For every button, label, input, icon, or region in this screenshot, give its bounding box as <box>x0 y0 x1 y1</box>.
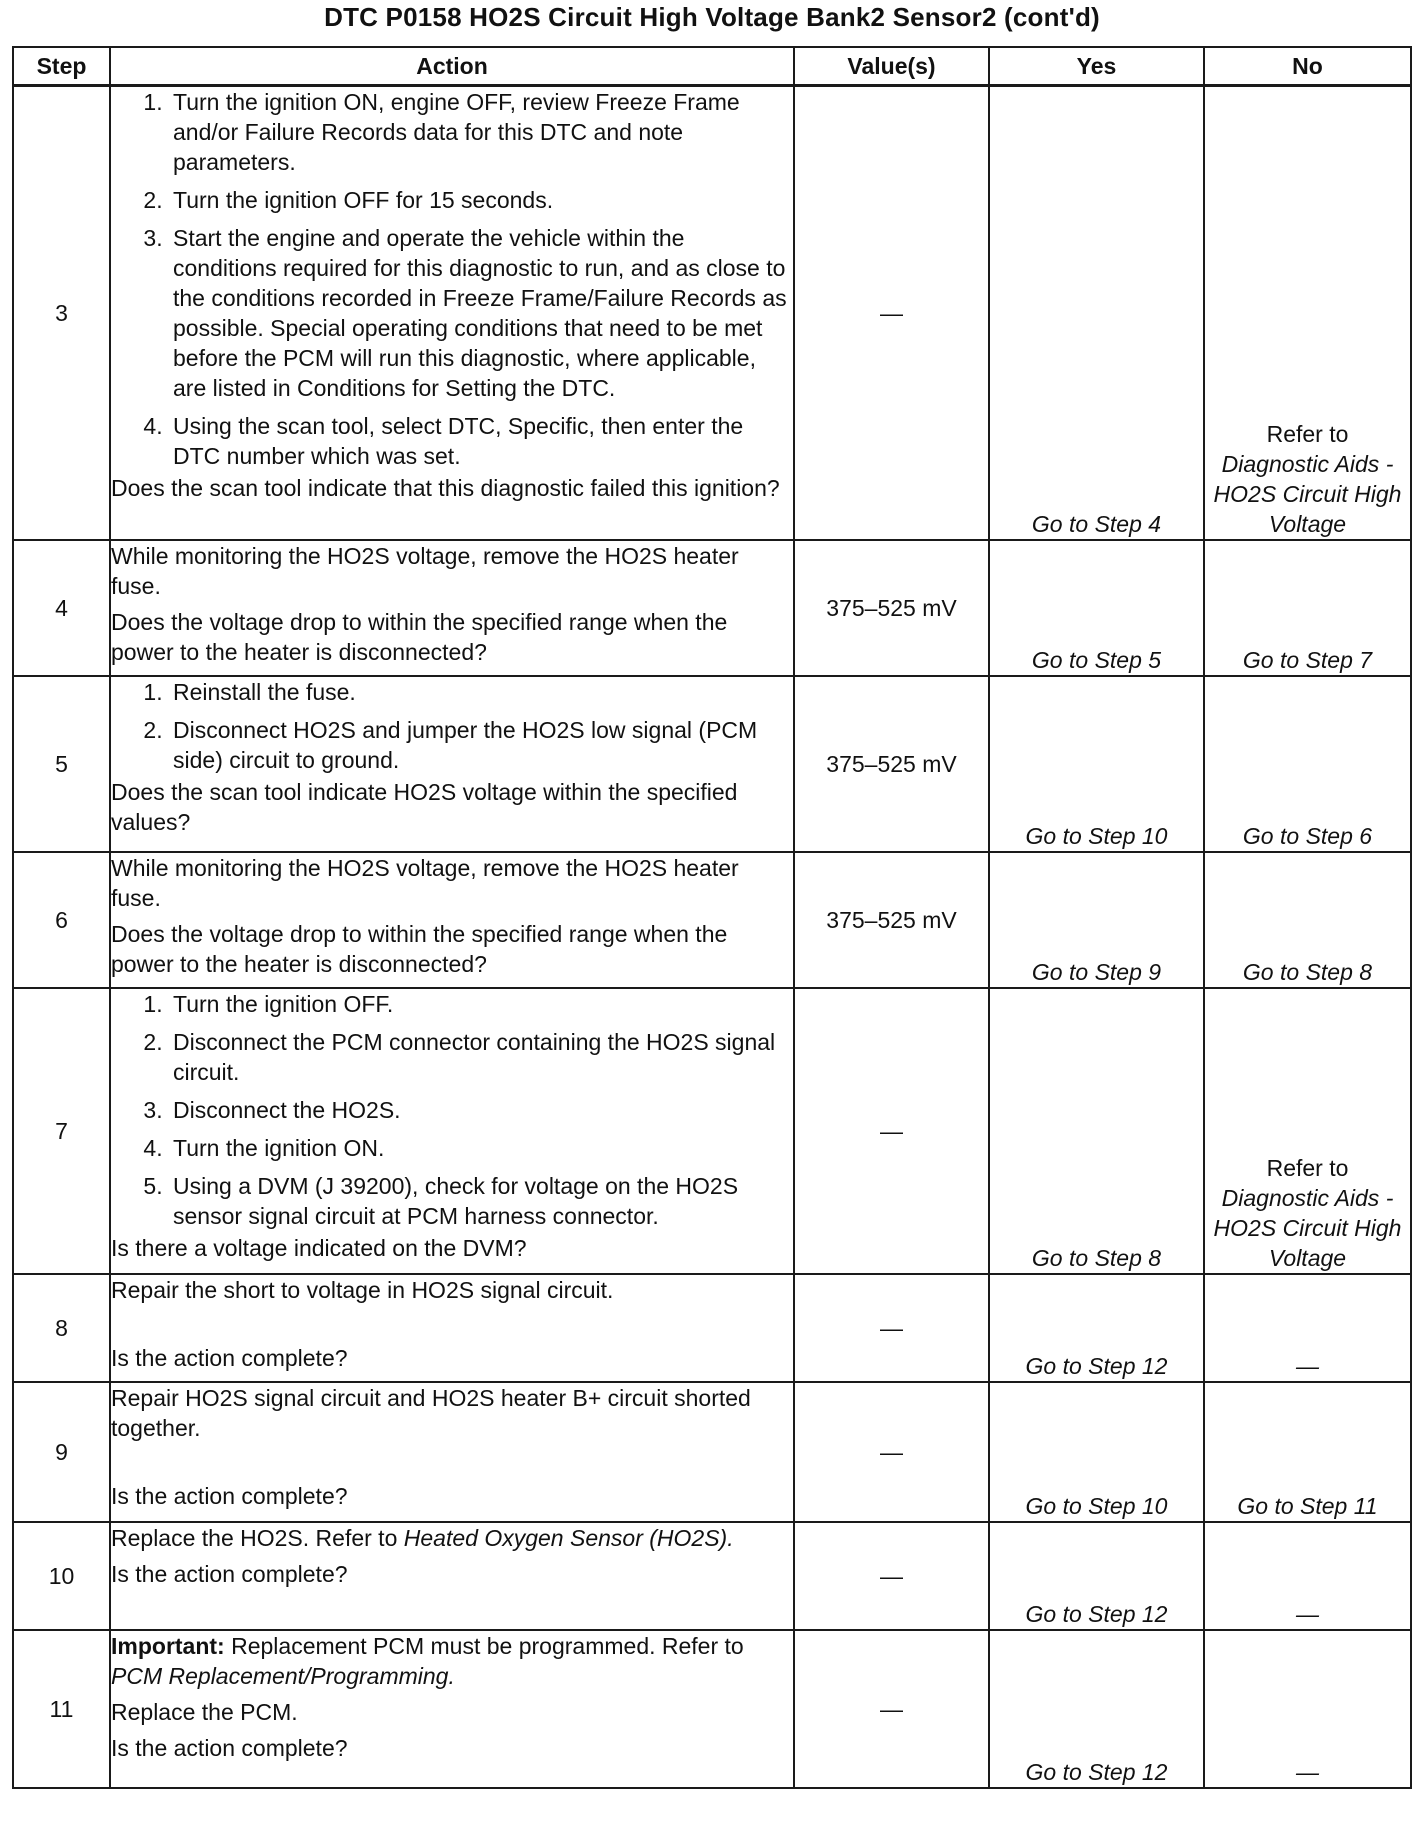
action-cell <box>110 1630 794 1788</box>
step-number: 3 <box>13 86 110 540</box>
no-cell <box>1204 86 1411 540</box>
action-question: Is the action complete? <box>111 1482 348 1509</box>
action-text: Replace the PCM. <box>111 1698 298 1725</box>
no-cell <box>1204 988 1411 1274</box>
yes-cell: Go to Step 4 <box>989 86 1204 540</box>
action-cell <box>110 1522 794 1630</box>
step-number: 4 <box>13 540 110 676</box>
table-row <box>13 852 1411 988</box>
step-number: 10 <box>13 1522 110 1630</box>
yes-cell: Go to Step 12 <box>989 1522 1204 1630</box>
table-row <box>13 1522 1411 1630</box>
yes-cell: Go to Step 10 <box>989 1382 1204 1522</box>
important-text: Replacement PCM must be programmed. Refer to <box>224 1632 744 1659</box>
yes-cell: Go to Step 12 <box>989 1630 1204 1788</box>
action-step: 1. Turn the ignition ON, engine OFF, review Freeze Frame and/or Failure Records data for this DTC and note parameters. <box>169 87 793 177</box>
value-cell: 375–525 mV <box>794 676 989 852</box>
action-step: 3. Start the engine and operate the vehicle within the conditions required for this diagnostic to run, and as close to the conditions recorded in Freeze Frame/Failure Records as possible. Special operating conditions that need to be met before the PCM will run this diagnostic, where applicable, are listed in Conditions for Setting the DTC. <box>169 223 793 403</box>
action-question: Does the scan tool indicate that this diagnostic failed this ignition? <box>111 475 780 501</box>
no-prefix: Refer to <box>1266 420 1349 447</box>
header-yes: Yes <box>989 47 1204 86</box>
header-action: Action <box>110 47 794 86</box>
action-step: 4. Turn the ignition ON. <box>169 1133 793 1163</box>
action-text: While monitoring the HO2S voltage, remove the HO2S heater fuse. <box>111 854 739 911</box>
action-step: 5. Using a DVM (J 39200), check for voltage on the HO2S sensor signal circuit at PCM harness connector. <box>169 1171 793 1231</box>
value-cell: — <box>794 1274 989 1382</box>
value-cell: — <box>794 1630 989 1788</box>
action-step: 4. Using the scan tool, select DTC, Specific, then enter the DTC number which was set. <box>169 411 793 471</box>
header-no: No <box>1204 47 1411 86</box>
table-row <box>13 1630 1411 1788</box>
action-cell <box>110 540 794 676</box>
step-number: 6 <box>13 852 110 988</box>
no-cell: Go to Step 6 <box>1204 676 1411 852</box>
action-text: While monitoring the HO2S voltage, remove the HO2S heater fuse. <box>111 542 739 599</box>
no-cell: — <box>1204 1630 1411 1788</box>
action-step: 2. Disconnect the PCM connector containing the HO2S signal circuit. <box>169 1027 793 1087</box>
important-label: Important: <box>111 1632 225 1659</box>
action-question: Does the voltage drop to within the specified range when the power to the heater is disconnected? <box>111 608 728 665</box>
action-text: Repair HO2S signal circuit and HO2S heater B+ circuit shorted together. <box>111 1384 751 1441</box>
step-number: 9 <box>13 1382 110 1522</box>
action-step: 1. Reinstall the fuse. <box>169 677 793 707</box>
yes-cell: Go to Step 12 <box>989 1274 1204 1382</box>
action-text: Repair the short to voltage in HO2S signal circuit. <box>111 1276 614 1303</box>
yes-cell: Go to Step 8 <box>989 988 1204 1274</box>
reference-heated-oxygen-sensor: Heated Oxygen Sensor (HO2S). <box>403 1524 734 1551</box>
action-steps <box>111 677 793 775</box>
value-cell: — <box>794 988 989 1274</box>
no-reference: Diagnostic Aids - HO2S Circuit High Voltage <box>1213 450 1402 537</box>
action-cell <box>110 86 794 540</box>
diagnostic-table <box>12 46 1412 1789</box>
value-cell: — <box>794 1382 989 1522</box>
table-row <box>13 1274 1411 1382</box>
value-cell: 375–525 mV <box>794 540 989 676</box>
no-reference: Diagnostic Aids - HO2S Circuit High Voltage <box>1213 1184 1402 1271</box>
action-question: Does the scan tool indicate HO2S voltage within the specified values? <box>111 778 738 835</box>
action-question: Is the action complete? <box>111 1560 348 1587</box>
action-cell <box>110 1274 794 1382</box>
table-header-row <box>13 47 1411 86</box>
action-spacer <box>111 1311 793 1343</box>
action-question: Is the action complete? <box>111 1344 348 1371</box>
action-cell <box>110 676 794 852</box>
page-title: DTC P0158 HO2S Circuit High Voltage Bank2 Sensor2 (cont'd) <box>324 2 1100 32</box>
no-cell: Go to Step 7 <box>1204 540 1411 676</box>
important-note <box>111 1631 793 1691</box>
action-step: 2. Turn the ignition OFF for 15 seconds. <box>169 185 793 215</box>
table-row <box>13 86 1411 540</box>
no-prefix: Refer to <box>1266 1154 1349 1181</box>
action-step: 3. Disconnect the HO2S. <box>169 1095 793 1125</box>
value-cell: 375–525 mV <box>794 852 989 988</box>
action-spacer <box>111 1449 793 1481</box>
no-cell: — <box>1204 1522 1411 1630</box>
table-row <box>13 988 1411 1274</box>
yes-cell: Go to Step 5 <box>989 540 1204 676</box>
action-step: 1. Turn the ignition OFF. <box>169 989 793 1019</box>
header-step: Step <box>13 47 110 86</box>
action-steps <box>111 989 793 1231</box>
yes-cell: Go to Step 9 <box>989 852 1204 988</box>
no-cell: Go to Step 11 <box>1204 1382 1411 1522</box>
action-step: 2. Disconnect HO2S and jumper the HO2S low signal (PCM side) circuit to ground. <box>169 715 793 775</box>
action-text <box>111 1523 793 1553</box>
action-text-prefix: Replace the HO2S. Refer to <box>111 1524 404 1551</box>
table-row <box>13 540 1411 676</box>
action-question: Does the voltage drop to within the specified range when the power to the heater is disconnected? <box>111 920 728 977</box>
step-number: 5 <box>13 676 110 852</box>
no-cell: Go to Step 8 <box>1204 852 1411 988</box>
table-row <box>13 1382 1411 1522</box>
action-steps <box>111 87 793 471</box>
no-cell: — <box>1204 1274 1411 1382</box>
yes-cell: Go to Step 10 <box>989 676 1204 852</box>
action-cell <box>110 988 794 1274</box>
value-cell: — <box>794 86 989 540</box>
reference-pcm-replacement: PCM Replacement/Programming. <box>111 1662 455 1689</box>
step-number: 7 <box>13 988 110 1274</box>
step-number: 8 <box>13 1274 110 1382</box>
table-row <box>13 676 1411 852</box>
action-cell <box>110 852 794 988</box>
action-question: Is the action complete? <box>111 1734 348 1761</box>
header-values: Value(s) <box>794 47 989 86</box>
step-number: 11 <box>13 1630 110 1788</box>
action-cell <box>110 1382 794 1522</box>
action-question: Is there a voltage indicated on the DVM? <box>111 1234 527 1261</box>
value-cell: — <box>794 1522 989 1630</box>
